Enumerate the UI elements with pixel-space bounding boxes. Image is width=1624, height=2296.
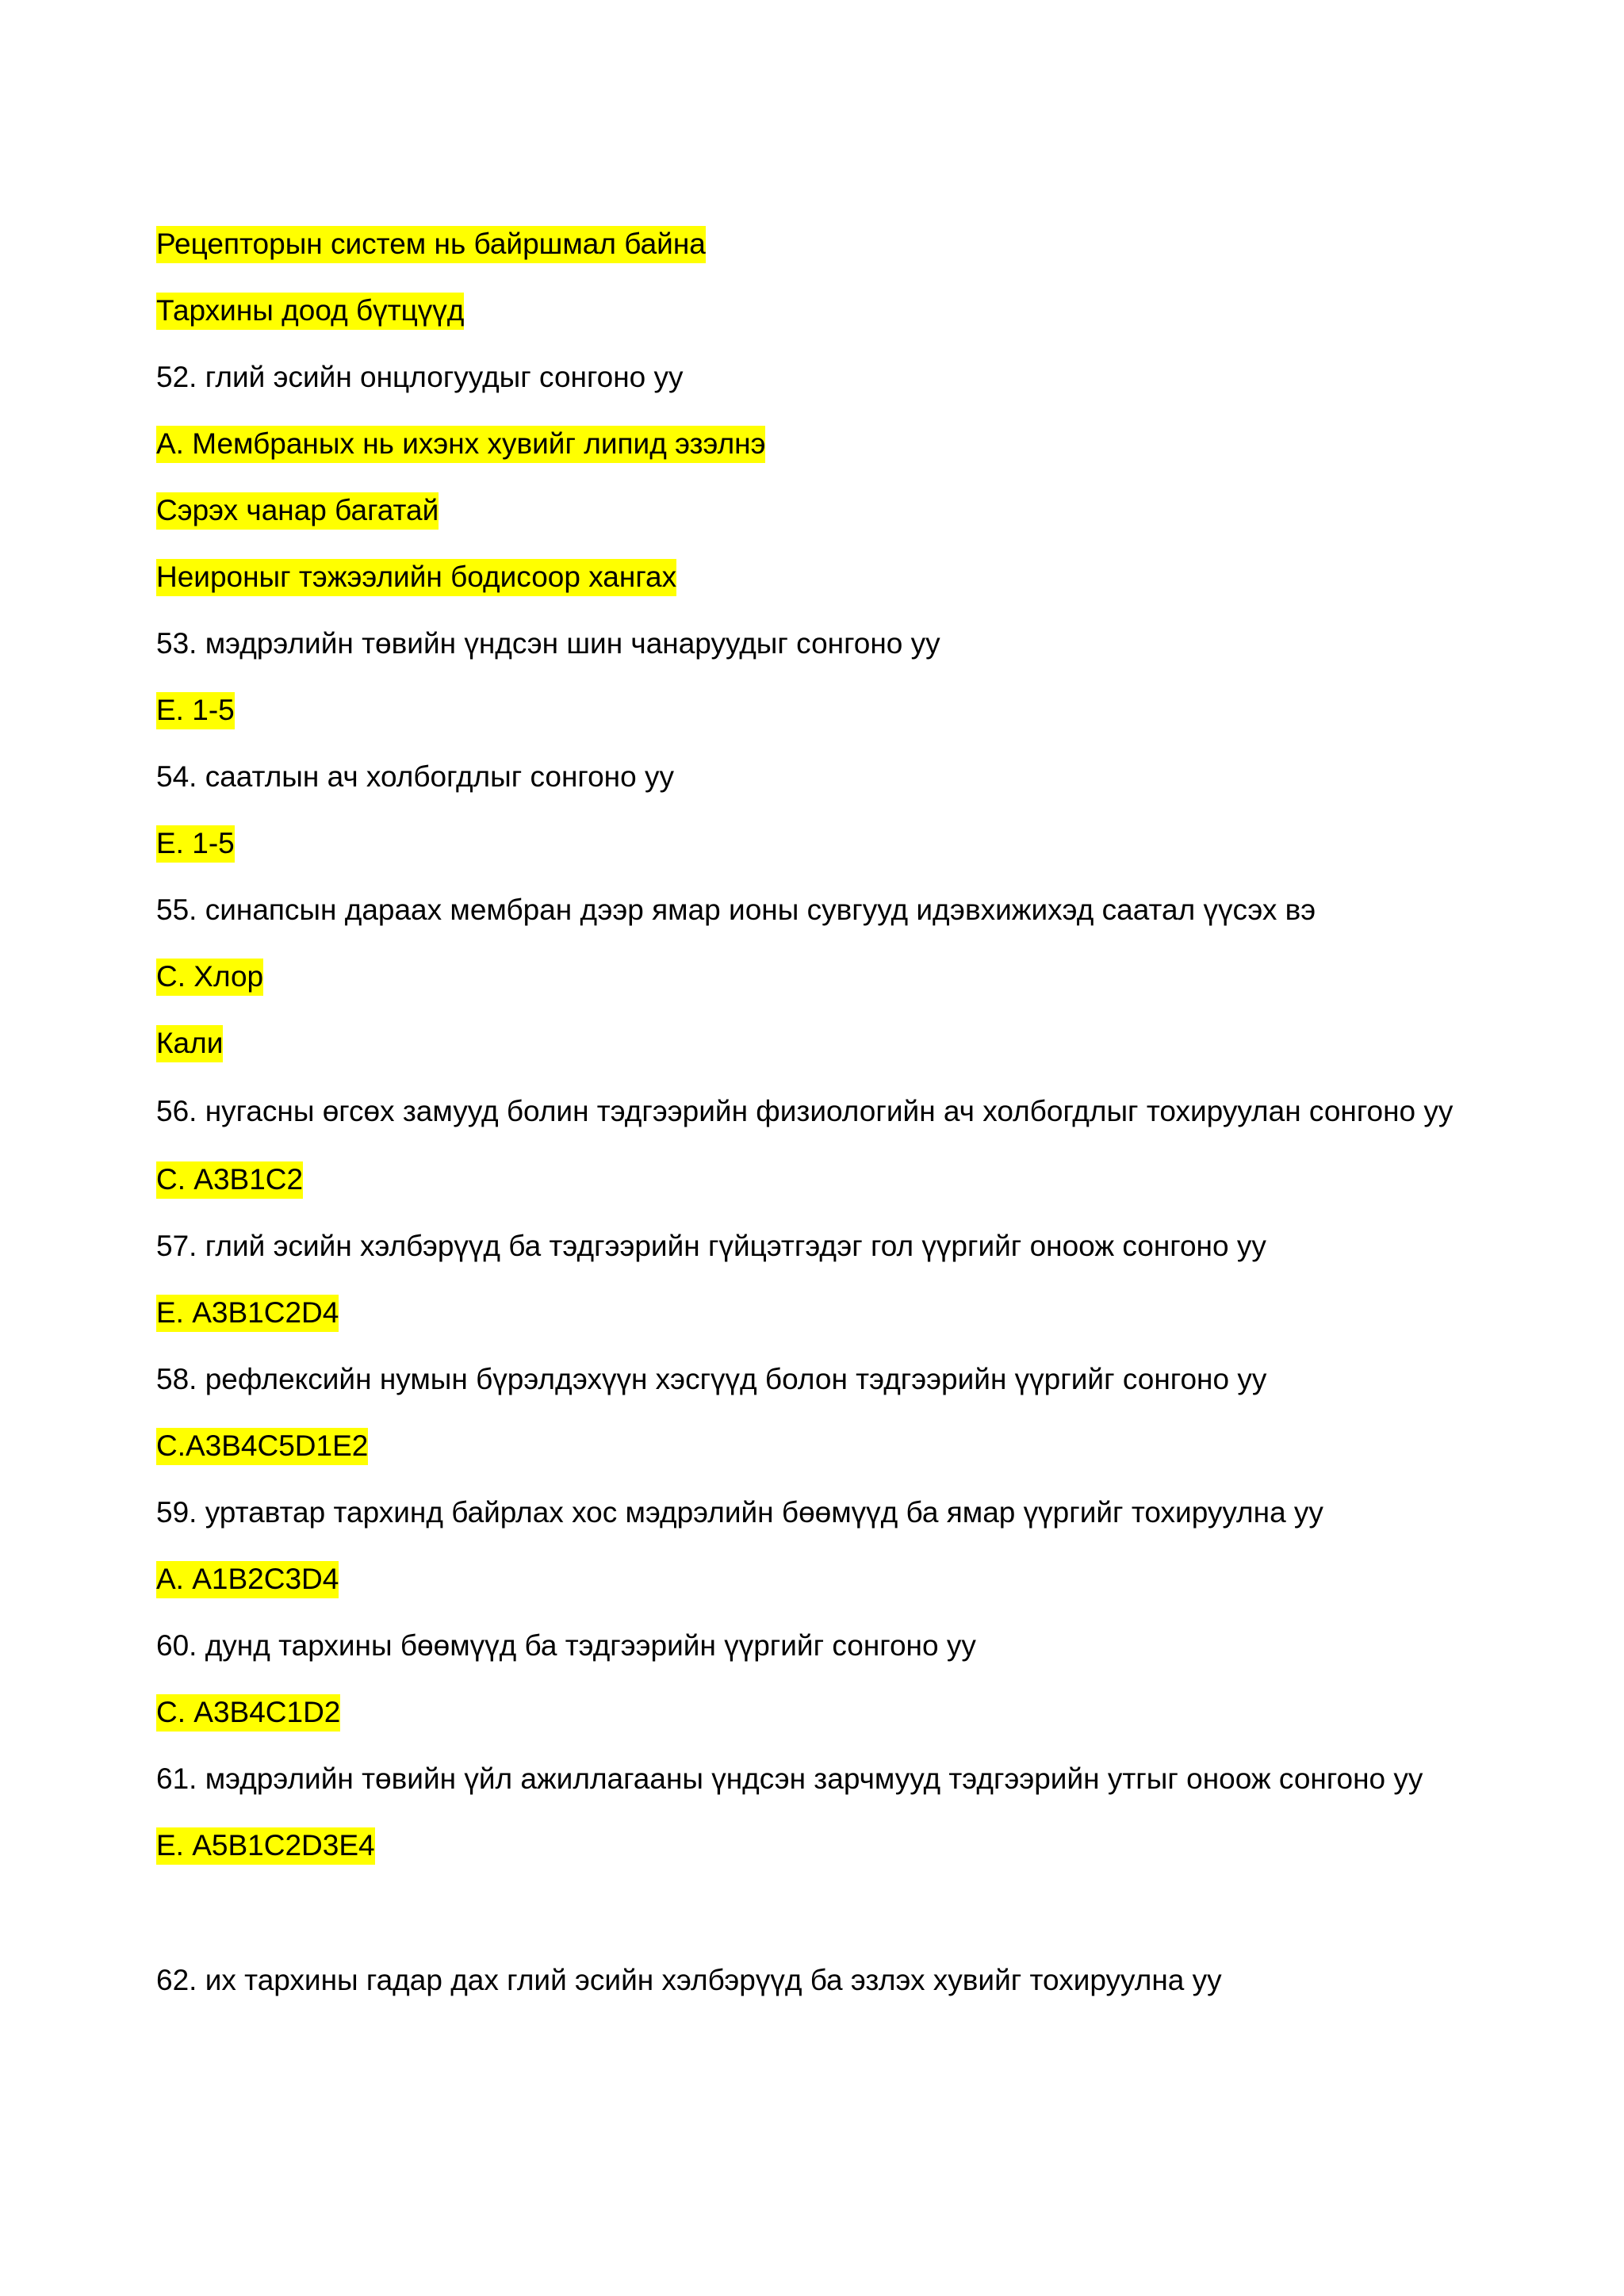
question-text: 58. рефлексийн нумын бүрэлдэхүүн хэсгүүд болон тэдгээрийн үүргийг сонгоно уу: [156, 1363, 1267, 1395]
question-text: 56. нугасны өгсөх замууд болин тэдгээрийн физиологийн ач холбогдлыг тохируулан сонгоно уу: [156, 1095, 1454, 1127]
question-56: [156, 1092, 1473, 1131]
answer-line: [156, 559, 1473, 595]
answer-text: Е. 1-5: [156, 825, 235, 863]
question-text: 54. саатлын ач холбогдлыг сонгоно уу: [156, 760, 674, 793]
question-text: 57. глий эсийн хэлбэрүүд ба тэдгээрийн гүйцэтгэдэг гол үүргийг оноож сонгоно уу: [156, 1230, 1266, 1262]
answer-text: Рецепторын систем нь байршмал байна: [156, 226, 706, 263]
answer-text: С. А3В1С2: [156, 1161, 303, 1199]
answer-text: А. Мембраных нь ихэнх хувийг липид эзэлнэ: [156, 426, 765, 463]
answer-text: Тархины доод бүтцүүд: [156, 293, 464, 330]
answer-line: [156, 1161, 1473, 1198]
question-text: 52. глий эсийн онцлогуудыг сонгоно уу: [156, 361, 684, 393]
answer-line: [156, 1827, 1473, 1864]
answer-line: [156, 226, 1473, 262]
question-53: [156, 626, 1473, 662]
answer-line: [156, 1561, 1473, 1598]
answer-line: [156, 293, 1473, 329]
question-text: 59. уртавтар тархинд байрлах хос мэдрэлийн бөөмүүд ба ямар үүргийг тохируулна уу: [156, 1496, 1323, 1529]
question-57: [156, 1228, 1473, 1265]
question-55: [156, 892, 1473, 928]
answer-line: [156, 1295, 1473, 1331]
answer-text: Е. А3В1С2D4: [156, 1295, 339, 1332]
answer-text: С.А3В4С5D1E2: [156, 1428, 368, 1465]
answer-line: [156, 692, 1473, 729]
document-content: [156, 226, 1473, 2029]
question-text: 53. мэдрэлийн төвийн үндсэн шин чанаруудыг сонгоно уу: [156, 627, 940, 660]
blank-gap: [156, 1894, 1473, 1962]
answer-text: А. А1В2С3D4: [156, 1561, 339, 1598]
answer-text: Е. А5В1С2D3E4: [156, 1827, 375, 1865]
question-58: [156, 1361, 1473, 1398]
answer-text: Е. 1-5: [156, 692, 235, 729]
answer-text: С. А3В4С1D2: [156, 1694, 340, 1732]
answer-line: [156, 1694, 1473, 1731]
answer-text: Кали: [156, 1025, 223, 1062]
question-54: [156, 759, 1473, 795]
answer-line: [156, 959, 1473, 995]
question-text: 55. синапсын дараах мембран дээр ямар ионы сувгууд идэвхижихэд саатал үүсэх вэ: [156, 894, 1316, 926]
question-61: [156, 1761, 1473, 1797]
question-text: 61. мэдрэлийн төвийн үйл ажиллагааны үндсэн зарчмууд тэдгээрийн утгыг оноож сонгоно уу: [156, 1762, 1423, 1795]
answer-text: С. Хлор: [156, 959, 263, 996]
question-text: 60. дунд тархины бөөмүүд ба тэдгээрийн үүргийг сонгоно уу: [156, 1629, 976, 1662]
answer-text: Неироныг тэжээлийн бодисоор хангах: [156, 559, 676, 596]
answer-line: [156, 492, 1473, 529]
answer-line: [156, 1428, 1473, 1464]
answer-text: Сэрэх чанар багатай: [156, 492, 439, 530]
question-52: [156, 359, 1473, 396]
answer-line: [156, 825, 1473, 862]
answer-line: [156, 1025, 1473, 1062]
question-59: [156, 1494, 1473, 1531]
question-60: [156, 1628, 1473, 1664]
question-text: 62. их тархины гадар дах глий эсийн хэлбэрүүд ба эзлэх хувийг тохируулна уу: [156, 1964, 1222, 1996]
question-62: [156, 1962, 1473, 1999]
answer-line: [156, 426, 1473, 462]
